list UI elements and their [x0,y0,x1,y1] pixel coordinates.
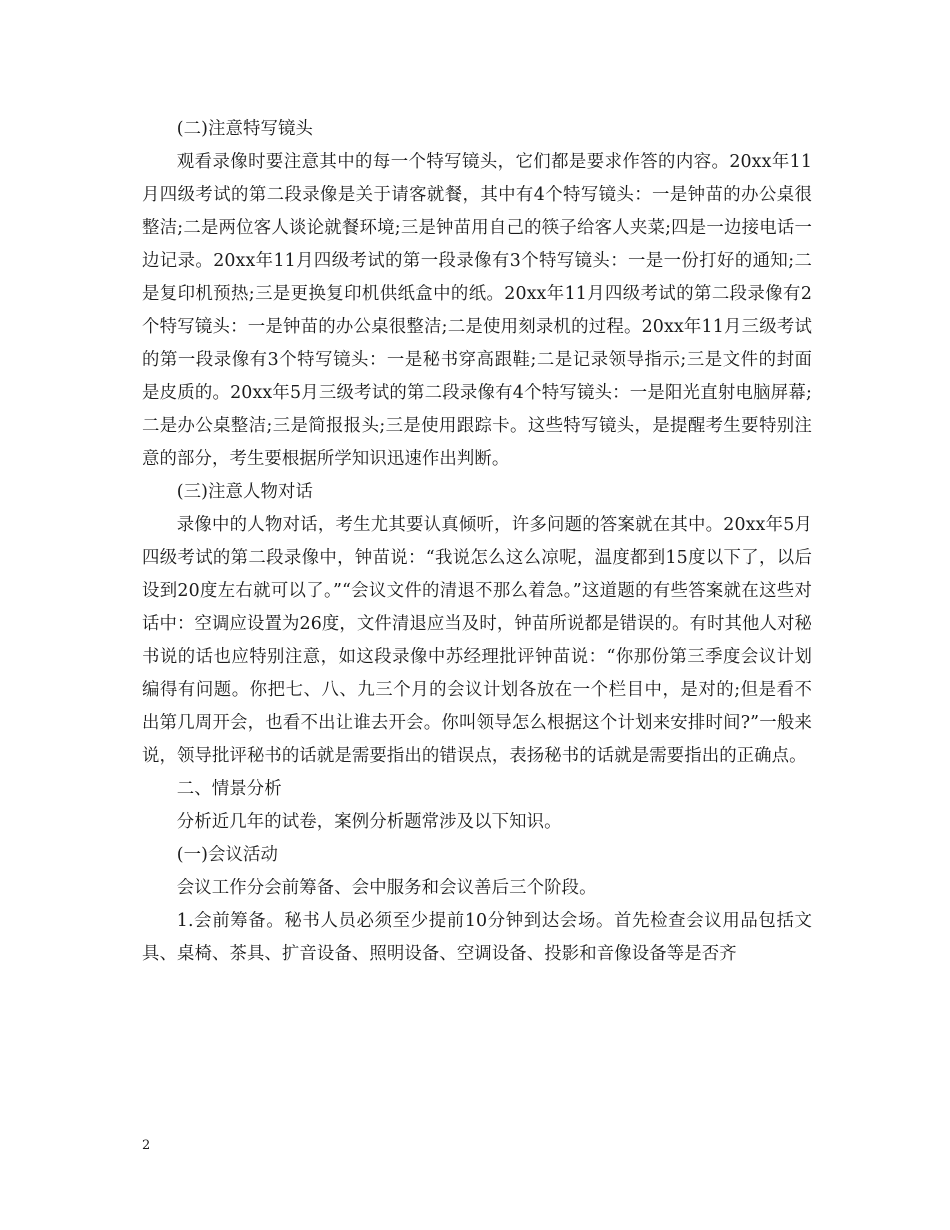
paragraph-dialogue-details: 录像中的人物对话，考生尤其要认真倾听，许多问题的答案就在其中。20xx年5月四级考试的第二段录像中，钟苗说：“我说怎么这么凉呢，温度都到15度以下了，以后设到20度左右就可以了。”“会议文件的清退不那么着急。”这道题的有些答案就在这些对话中：空调应设置为26度，文件清退应当及时，钟苗所说都是错误的。有时其他人对秘书说的话也应特别注意，如这段录像中苏经理批评钟苗说：“你那份第三季度会议计划编得有问题。你把七、八、九三个月的会议计划各放在一个栏目中，是对的;但是看不出第几周开会，也看不出让谁去开会。你叫领导怎么根据这个计划来安排时间?”一般来说，领导批评秘书的话就是需要指出的错误点，表扬秘书的话就是需要指出的正确点。 [142,515,812,766]
paragraph-close-up-details: 观看录像时要注意其中的每一个特写镜头，它们都是要求作答的内容。20xx年11月四级考试的第二段录像是关于请客就餐，其中有4个特写镜头：一是钟苗的办公桌很整洁;二是两位客人谈论就餐环境;三是钟苗用自己的筷子给客人夹菜;四是一边接电话一边记录。20xx年11月四级考试的第一段录像有3个特写镜头：一是一份打好的通知;二是复印机预热;三是更换复印机供纸盒中的纸。20xx年11月四级考试的第二段录像有2个特写镜头：一是钟苗的办公桌很整洁;二是使用刻录机的过程。20xx年11月三级考试的第一段录像有3个特写镜头：一是秘书穿高跟鞋;二是记录领导指示;三是文件的封面是皮质的。20xx年5月三级考试的第二段录像有4个特写镜头：一是阳光直射电脑屏幕;二是办公桌整洁;三是简报报头;三是使用跟踪卡。这些特写镜头，是提醒考生要特别注意的部分，考生要根据所学知识迅速作出判断。 [142,152,812,469]
paragraph-scenario-intro: 分析近几年的试卷，案例分析题常涉及以下知识。 [176,812,562,832]
section-heading-dialogue: (三)注意人物对话 [176,482,314,502]
section-heading-meeting-activities: (一)会议活动 [176,845,279,865]
paragraph-pre-meeting-preparation: 1.会前筹备。秘书人员必须至少提前10分钟到达会场。首先检查会议用品包括文具、桌椅、茶具、扩音设备、照明设备、空调设备、投影和音像设备等是否齐 [142,911,812,964]
page-number: 2 [142,1138,151,1153]
paragraph-meeting-stages: 会议工作分会前筹备、会中服务和会议善后三个阶段。 [176,878,597,898]
document-body [142,113,812,971]
section-heading-scenario-analysis: 二、情景分析 [176,779,282,799]
section-heading-close-up: (二)注意特写镜头 [176,119,314,139]
